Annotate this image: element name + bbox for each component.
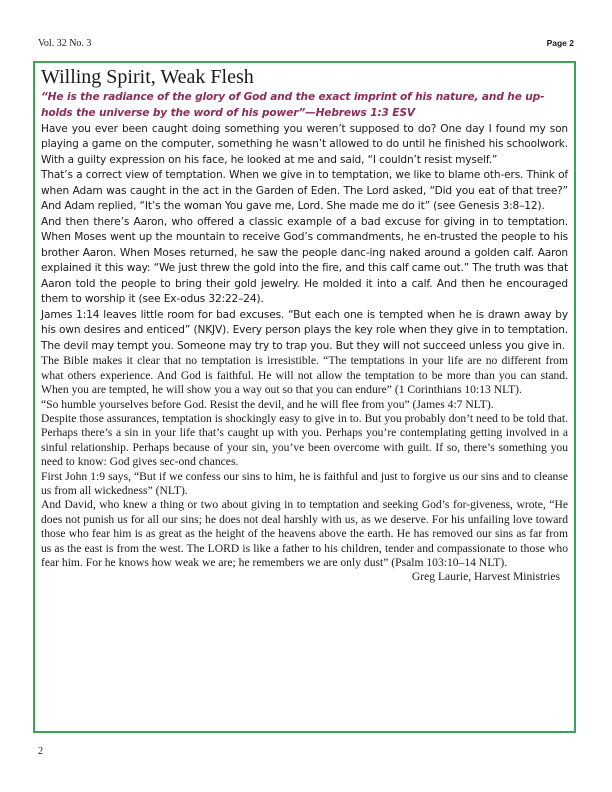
- scripture-quote: “He is the radiance of the glory of God and the exact imprint of his nature, and he up-holds the universe by the word of his power”—Hebrews 1:3 ESV: [41, 91, 545, 120]
- paragraph-9: And David, who knew a thing or two about giving in to temptation and seeking God’s for-giveness, wrote, “He does not punish us for all our sins; he does not deal harshly with us, as we deserve. For his unfailing love toward those who fear him is as great as the height of the heavens above the earth. He has removed our sins as far from us as the east is from the west. The LORD is like a father to his children, tender and compassionate to those who fear him. For he knows how weak we are; he remembers we are only dust” (Psalm 103:10–14 NLT).: [41, 498, 568, 569]
- paragraph-2: That’s a correct view of temptation. When we give in to temptation, we like to blame oth-ers. Think of when Adam was caught in the act in the Garden of Eden. The Lord asked, “Did you eat of that tree?” And Adam replied, “It’s the woman You gave me, Lord. She made me do it” (see Genesis 3:8–12).: [41, 169, 568, 213]
- paragraph-4: James 1:14 leaves little room for bad excuses. “But each one is tempted when he is drawn away by his own desires and enticed” (NKJV). Every person plays the key role when they give in to temptation. The devil may tempt you. Someone may try to trap you. But they will not succeed unless you give in.: [41, 308, 568, 352]
- author-signature: Greg Laurie, Harvest Ministries: [411, 570, 560, 584]
- paragraph-6: “So humble yourselves before God. Resist the devil, and he will flee from you” (James 4:7 NLT).: [41, 397, 494, 411]
- paragraph-7: Despite those assurances, temptation is shockingly easy to give in to. But you probably don’t need to be told that. Perhaps there’s a sin in your life that’s caught up with you. Perhaps you’re contemplating getting involved in a sinful relationship. Perhaps because of your sin, you’ve been overcome with guilt. If so, there’s something you need to know: God gives sec-ond chances.: [41, 411, 568, 469]
- paragraph-1: Have you ever been caught doing something you weren’t supposed to do? One day I found my son playing a game on the computer, something he wasn’t allowed to do until he finished his schoolwork. With a guilty expression on his face, he looked at me and said, “I couldn’t resist myself.”: [41, 122, 568, 166]
- paragraph-8: First John 1:9 says, “But if we confess our sins to him, he is faithful and just to forgive us our sins and to cleanse us from all wickedness” (NLT).: [41, 469, 568, 497]
- article-title: Willing Spirit, Weak Flesh: [41, 66, 254, 88]
- paragraph-5: The Bible makes it clear that no temptation is irresistible. “The temptations in your life are no different from what others experience. And God is faithful. He will not allow the temptation to be more than you can stand. When you are tempted, he will show you a way out so that you can endure” (1 Corinthians 10:13 NLT).: [41, 354, 568, 397]
- paragraph-3: And then there’s Aaron, who offered a classic example of a bad excuse for giving in to temptation. When Moses went up the mountain to receive God’s commandments, he en-trusted the people to his brother Aaron. When Moses returned, he saw the people danc-ing naked around a golden calf. Aaron explained it this way: “We just threw the gold into the fire, and this calf came out.” The truth was that Aaron told the people to bring their gold jewelry. He molded it into a calf. And then he encouraged them to worship it (see Ex-odus 32:22–24).: [41, 215, 568, 306]
- page-label: Page 2: [546, 38, 574, 48]
- article-frame: [33, 61, 576, 733]
- footer-page-number: 2: [38, 746, 43, 757]
- volume-label: Vol. 32 No. 3: [38, 38, 92, 49]
